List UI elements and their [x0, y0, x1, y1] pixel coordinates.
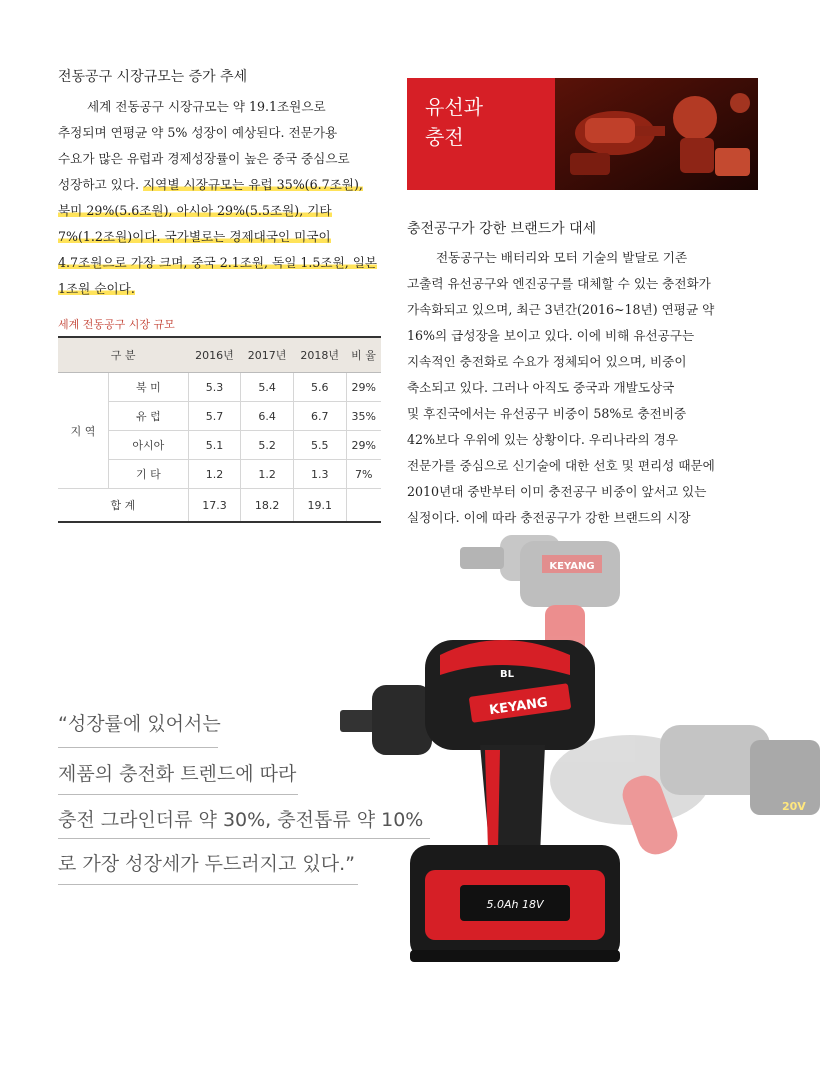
value-cell: 35% — [346, 402, 381, 431]
value-cell: 5.2 — [241, 431, 294, 460]
quote-divider — [58, 794, 298, 795]
paragraph-line — [58, 172, 388, 198]
table-header-cell: 2016년 — [188, 337, 241, 373]
total-value-cell — [346, 489, 381, 523]
paragraph-line — [58, 276, 388, 302]
quote-divider — [58, 747, 218, 748]
highlighted-text: 1조원 순이다. — [58, 281, 135, 296]
table-row — [58, 373, 381, 402]
table-total-row — [58, 489, 381, 523]
paragraph-line: 축소되고 있다. 그러나 아직도 중국과 개발도상국 — [407, 380, 675, 395]
grinder-battery-label: 20V — [782, 800, 806, 813]
line-text: 세계 전동공구 시장규모는 약 19.1조원으로 — [86, 99, 326, 114]
right-heading: 충전공구가 강한 브랜드가 대세 — [407, 221, 597, 237]
value-cell: 29% — [346, 431, 381, 460]
value-cell: 5.5 — [293, 431, 346, 460]
highlighted-text: 7%(1.2조원)이다. 국가별로는 경제대국인 미국이 — [58, 229, 331, 244]
row-label-cell: 아시아 — [109, 431, 189, 460]
paragraph-line: 전동공구는 배터리와 모터 기술의 발달로 기존 — [435, 250, 688, 265]
value-cell: 5.7 — [188, 402, 241, 431]
table-header-cell: 2017년 — [241, 337, 294, 373]
pull-quote-line: 충전 그라인더류 약 30%, 충전톱류 약 10% — [58, 809, 424, 831]
pull-quote-line: 로 가장 성장세가 두드러지고 있다.” — [58, 853, 355, 875]
driver-brand-label: KEYANG — [488, 695, 549, 719]
paragraph-line — [58, 94, 388, 120]
highlighted-text: 북미 29%(5.6조원), 아시아 29%(5.5조원), 기타 — [58, 203, 332, 218]
market-size-table — [58, 336, 381, 523]
section-banner — [407, 78, 758, 190]
paragraph-line: 실정이다. 이에 따라 충전공구가 강한 브랜드의 시장 — [407, 510, 691, 525]
left-heading: 전동공구 시장규모는 증가 추세 — [58, 69, 248, 85]
paragraph-line: 가속화되고 있으며, 최근 3년간(2016~18년) 연평균 약 — [407, 302, 715, 317]
value-cell: 5.6 — [293, 373, 346, 402]
row-label-cell: 북 미 — [109, 373, 189, 402]
value-cell: 29% — [346, 373, 381, 402]
right-paragraph — [407, 245, 752, 531]
pull-quote-line: 제품의 충전화 트렌드에 따라 — [58, 763, 297, 785]
paragraph-line: 16%의 급성장을 보이고 있다. 이에 비해 유선공구는 — [407, 328, 695, 343]
banner-title — [425, 92, 483, 152]
value-cell: 1.2 — [241, 460, 294, 489]
table-header-row — [58, 337, 381, 373]
quote-divider — [58, 884, 358, 885]
drill-brand-label: KEYANG — [549, 561, 595, 572]
total-value-cell: 17.3 — [188, 489, 241, 523]
value-cell: 7% — [346, 460, 381, 489]
row-label-cell: 기 타 — [109, 460, 189, 489]
group-label-cell: 지 역 — [58, 373, 109, 489]
paragraph-line: 42%보다 우위에 있는 상황이다. 우리나라의 경우 — [407, 432, 678, 447]
product-photo — [330, 525, 821, 1030]
paragraph-line: 및 후진국에서는 유선공구 비중이 58%로 충전비중 — [407, 406, 687, 421]
paragraph-line: 지속적인 충전화로 수요가 정체되어 있으며, 비중이 — [407, 354, 687, 369]
quote-divider — [58, 838, 430, 839]
line-text: 수요가 많은 유럽과 경제성장률이 높은 중국 중심으로 — [58, 151, 350, 166]
total-label-cell: 합 계 — [58, 489, 188, 523]
left-paragraph — [58, 94, 388, 302]
row-label-cell: 유 럽 — [109, 402, 189, 431]
paragraph-line — [58, 224, 388, 250]
bl-badge: BL — [500, 669, 514, 680]
battery-label: 5.0Ah 18V — [486, 898, 544, 911]
angle-grinder — [550, 725, 820, 859]
paragraph-line: 고출력 유선공구와 엔진공구를 대체할 수 있는 충전화가 — [407, 276, 711, 291]
line-text: 성장하고 있다. — [58, 177, 144, 192]
total-value-cell: 18.2 — [241, 489, 294, 523]
table-header-cell: 구 분 — [58, 337, 188, 373]
paragraph-line — [58, 120, 388, 146]
value-cell: 5.1 — [188, 431, 241, 460]
paragraph-line: 전문가를 중심으로 신기술에 대한 선호 및 편리성 때문에 — [407, 458, 715, 473]
banner-title-line: 유선과 — [425, 95, 483, 119]
paragraph-line — [58, 250, 388, 276]
value-cell: 5.4 — [241, 373, 294, 402]
power-tools-photo — [555, 78, 758, 190]
highlighted-text: 지역별 시장규모는 유럽 35%(6.7조원), — [143, 177, 363, 192]
paragraph-line — [58, 198, 388, 224]
value-cell: 6.4 — [241, 402, 294, 431]
table-header-cell: 비 율 — [346, 337, 381, 373]
banner-title-line: 충전 — [425, 125, 464, 149]
table-header-cell: 2018년 — [293, 337, 346, 373]
paragraph-line — [58, 146, 388, 172]
line-text: 추정되며 연평균 약 5% 성장이 예상된다. 전문가용 — [58, 125, 338, 140]
tools-illustration — [555, 78, 758, 190]
value-cell: 5.3 — [188, 373, 241, 402]
highlighted-text: 4.7조원으로 가장 크며, 중국 2.1조원, 독일 1.5조원, 일본 — [58, 255, 378, 270]
value-cell: 1.2 — [188, 460, 241, 489]
table-title: 세계 전동공구 시장 규모 — [58, 318, 175, 331]
total-value-cell: 19.1 — [293, 489, 346, 523]
value-cell: 1.3 — [293, 460, 346, 489]
pull-quote-line: “성장률에 있어서는 — [58, 713, 221, 735]
paragraph-line: 2010년대 중반부터 이미 충전공구 비중이 앞서고 있는 — [407, 484, 707, 499]
value-cell: 6.7 — [293, 402, 346, 431]
